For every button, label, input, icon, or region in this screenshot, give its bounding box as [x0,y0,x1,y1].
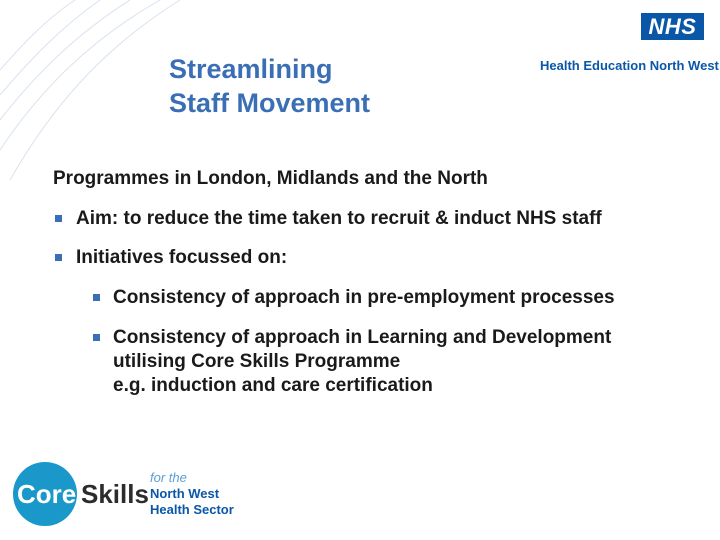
region-text [150,470,234,518]
slide-title [169,52,370,120]
bullet-text: Aim: to reduce the time taken to recruit & induct NHS staff [76,208,602,229]
square-bullet-icon [55,254,62,261]
sub-bullet-item [113,286,615,310]
square-bullet-icon [55,215,62,222]
core-word: Core [17,479,77,509]
bullet-item [76,246,287,270]
section-heading: Programmes in London, Midlands and the North [53,168,488,189]
square-bullet-icon [93,334,100,341]
title-line-1: Streamlining [169,54,333,84]
core-skills-logo [13,462,149,526]
sub-bullet-text: Consistency of approach in pre-employment processes [113,287,615,308]
region-line-2: Health Sector [150,502,234,517]
for-the-text: for the [150,470,187,485]
bullet-text: Initiatives focussed on: [76,247,288,268]
bullet-item [76,207,602,231]
organisation-name: Health Education North West [540,58,719,73]
sub-bullet-text-line-1: Consistency of approach in Learning and Development [113,327,612,348]
square-bullet-icon [93,294,100,301]
sub-bullet-item [113,326,611,398]
nhs-logo: NHS [641,13,704,40]
region-line-1: North West [150,486,220,501]
sub-bullet-text-line-3: e.g. induction and care certification [113,375,433,396]
sub-bullet-text-line-2: utilising Core Skills Programme [113,351,401,372]
skills-word: Skills [81,479,149,509]
title-line-2: Staff Movement [169,88,371,118]
